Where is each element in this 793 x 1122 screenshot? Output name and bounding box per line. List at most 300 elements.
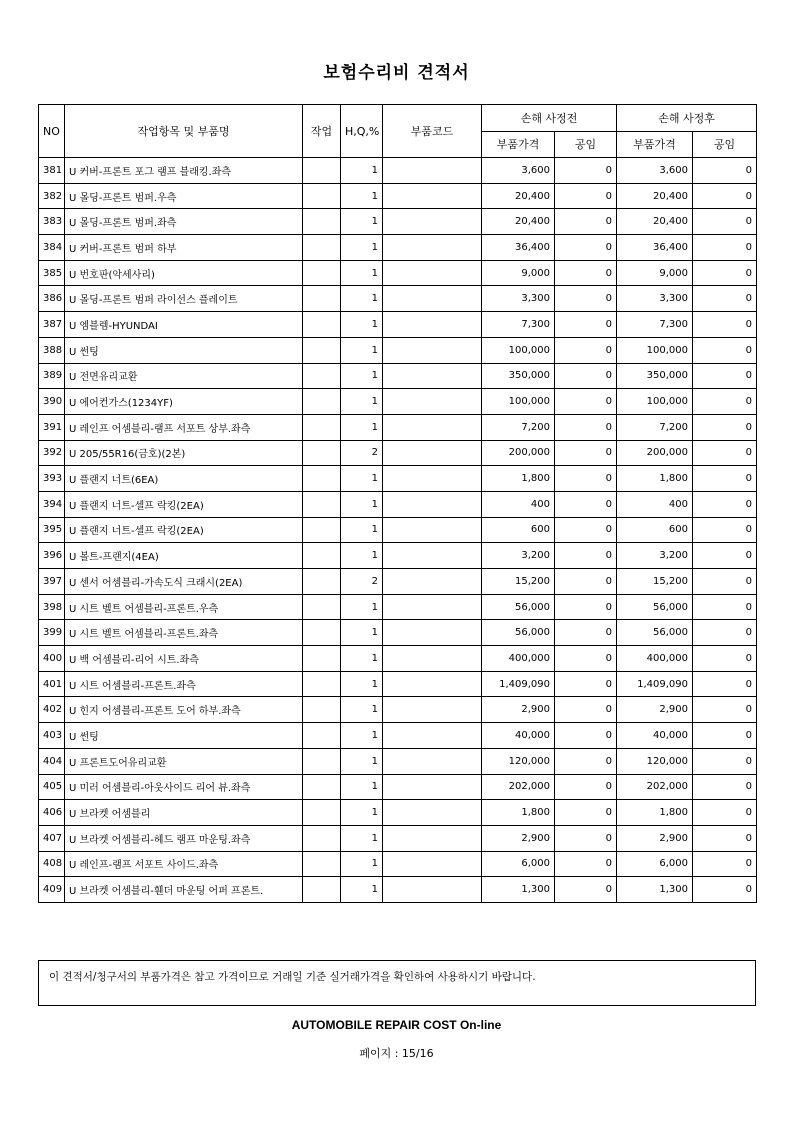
row-item-name: U 힌지 어셈블리-프론트 도어 하부.좌측 xyxy=(65,697,303,723)
row-after-part-price: 400 xyxy=(617,491,693,517)
header-before-part-price: 부품가격 xyxy=(482,131,555,158)
row-hq: 1 xyxy=(341,877,383,903)
table-row xyxy=(39,569,757,595)
row-no: 406 xyxy=(39,800,65,826)
row-work xyxy=(303,825,341,851)
row-hq: 1 xyxy=(341,209,383,235)
row-item-name: U 썬팅 xyxy=(65,723,303,749)
row-before-part-price: 1,300 xyxy=(482,877,555,903)
row-after-part-price: 120,000 xyxy=(617,748,693,774)
table-row xyxy=(39,517,757,543)
row-after-labor: 0 xyxy=(693,491,757,517)
table-row xyxy=(39,594,757,620)
row-after-labor: 0 xyxy=(693,337,757,363)
row-part-code xyxy=(383,312,482,338)
row-no: 404 xyxy=(39,748,65,774)
row-before-labor: 0 xyxy=(555,646,617,672)
row-part-code xyxy=(383,774,482,800)
row-after-labor: 0 xyxy=(693,286,757,312)
row-hq: 1 xyxy=(341,671,383,697)
row-work xyxy=(303,646,341,672)
row-part-code xyxy=(383,209,482,235)
row-hq: 1 xyxy=(341,543,383,569)
row-before-labor: 0 xyxy=(555,414,617,440)
row-after-labor: 0 xyxy=(693,183,757,209)
row-before-labor: 0 xyxy=(555,800,617,826)
row-work xyxy=(303,491,341,517)
row-work xyxy=(303,235,341,261)
row-item-name: U 번호판(악세사리) xyxy=(65,260,303,286)
row-item-name: U 시트 어셈블리-프론트.좌측 xyxy=(65,671,303,697)
header-after-labor: 공임 xyxy=(693,131,757,158)
row-part-code xyxy=(383,543,482,569)
row-part-code xyxy=(383,337,482,363)
row-part-code xyxy=(383,363,482,389)
row-after-labor: 0 xyxy=(693,748,757,774)
row-part-code xyxy=(383,877,482,903)
row-before-labor: 0 xyxy=(555,389,617,415)
row-before-labor: 0 xyxy=(555,235,617,261)
row-before-labor: 0 xyxy=(555,286,617,312)
row-no: 394 xyxy=(39,491,65,517)
table-row xyxy=(39,774,757,800)
row-after-part-price: 36,400 xyxy=(617,235,693,261)
row-item-name: U 브라켓 어셈블리-휀더 마운팅 어퍼 프론트. xyxy=(65,877,303,903)
row-item-name: U 브라켓 어셈블리-헤드 램프 마운팅.좌측 xyxy=(65,825,303,851)
row-before-labor: 0 xyxy=(555,158,617,184)
row-work xyxy=(303,312,341,338)
row-after-part-price: 56,000 xyxy=(617,620,693,646)
row-item-name: U 205/55R16(금호)(2본) xyxy=(65,440,303,466)
row-before-part-price: 20,400 xyxy=(482,209,555,235)
row-item-name: U 브라켓 어셈블리 xyxy=(65,800,303,826)
row-no: 398 xyxy=(39,594,65,620)
row-hq: 2 xyxy=(341,569,383,595)
row-work xyxy=(303,774,341,800)
row-before-part-price: 400 xyxy=(482,491,555,517)
row-after-part-price: 6,000 xyxy=(617,851,693,877)
header-code: 부품코드 xyxy=(383,105,482,158)
header-after-part-price: 부품가격 xyxy=(617,131,693,158)
row-after-part-price: 20,400 xyxy=(617,209,693,235)
row-before-labor: 0 xyxy=(555,491,617,517)
header-no: NO xyxy=(39,105,65,158)
row-part-code xyxy=(383,517,482,543)
row-work xyxy=(303,286,341,312)
row-no: 395 xyxy=(39,517,65,543)
row-after-labor: 0 xyxy=(693,851,757,877)
table-row xyxy=(39,260,757,286)
row-part-code xyxy=(383,569,482,595)
row-no: 381 xyxy=(39,158,65,184)
row-hq: 1 xyxy=(341,337,383,363)
row-part-code xyxy=(383,697,482,723)
row-hq: 1 xyxy=(341,697,383,723)
row-hq: 1 xyxy=(341,491,383,517)
footer-title: AUTOMOBILE REPAIR COST On-line xyxy=(291,1018,502,1032)
table-row xyxy=(39,312,757,338)
row-before-labor: 0 xyxy=(555,363,617,389)
table-row xyxy=(39,389,757,415)
row-before-part-price: 20,400 xyxy=(482,183,555,209)
row-before-labor: 0 xyxy=(555,774,617,800)
row-no: 403 xyxy=(39,723,65,749)
row-after-labor: 0 xyxy=(693,158,757,184)
row-before-part-price: 2,900 xyxy=(482,697,555,723)
row-work xyxy=(303,569,341,595)
header-after: 손해 사정후 xyxy=(617,105,757,132)
row-before-labor: 0 xyxy=(555,337,617,363)
table-row xyxy=(39,235,757,261)
row-after-part-price: 15,200 xyxy=(617,569,693,595)
row-item-name: U 시트 벨트 어셈블리-프론트.우측 xyxy=(65,594,303,620)
row-no: 389 xyxy=(39,363,65,389)
row-after-part-price: 200,000 xyxy=(617,440,693,466)
row-hq: 1 xyxy=(341,646,383,672)
row-item-name: U 시트 벨트 어셈블리-프론트.좌측 xyxy=(65,620,303,646)
row-no: 382 xyxy=(39,183,65,209)
row-after-part-price: 20,400 xyxy=(617,183,693,209)
table-row xyxy=(39,543,757,569)
row-part-code xyxy=(383,800,482,826)
row-before-labor: 0 xyxy=(555,671,617,697)
row-before-labor: 0 xyxy=(555,569,617,595)
row-work xyxy=(303,748,341,774)
row-after-labor: 0 xyxy=(693,646,757,672)
row-after-labor: 0 xyxy=(693,209,757,235)
row-before-part-price: 40,000 xyxy=(482,723,555,749)
row-after-part-price: 40,000 xyxy=(617,723,693,749)
row-hq: 1 xyxy=(341,312,383,338)
row-before-part-price: 7,300 xyxy=(482,312,555,338)
row-before-labor: 0 xyxy=(555,594,617,620)
row-after-labor: 0 xyxy=(693,389,757,415)
row-no: 407 xyxy=(39,825,65,851)
row-after-labor: 0 xyxy=(693,235,757,261)
row-item-name: U 플랜지 너트-셀프 락킹(2EA) xyxy=(65,491,303,517)
row-no: 390 xyxy=(39,389,65,415)
row-part-code xyxy=(383,825,482,851)
row-after-labor: 0 xyxy=(693,594,757,620)
table-row xyxy=(39,209,757,235)
row-item-name: U 센서 어셈블리-가속도식 크래시(2EA) xyxy=(65,569,303,595)
table-header xyxy=(39,105,757,158)
row-no: 396 xyxy=(39,543,65,569)
row-before-part-price: 15,200 xyxy=(482,569,555,595)
header-before: 손해 사정전 xyxy=(482,105,617,132)
table-row xyxy=(39,414,757,440)
table-row xyxy=(39,183,757,209)
row-no: 402 xyxy=(39,697,65,723)
row-after-part-price: 600 xyxy=(617,517,693,543)
table-row xyxy=(39,491,757,517)
row-before-part-price: 3,300 xyxy=(482,286,555,312)
row-hq: 1 xyxy=(341,517,383,543)
row-before-part-price: 6,000 xyxy=(482,851,555,877)
row-part-code xyxy=(383,440,482,466)
row-part-code xyxy=(383,620,482,646)
row-after-labor: 0 xyxy=(693,312,757,338)
row-part-code xyxy=(383,466,482,492)
row-item-name: U 커버-프론트 포그 램프 블래킹.좌측 xyxy=(65,158,303,184)
row-hq: 1 xyxy=(341,748,383,774)
row-hq: 1 xyxy=(341,723,383,749)
row-hq: 1 xyxy=(341,389,383,415)
table-row xyxy=(39,697,757,723)
row-after-part-price: 350,000 xyxy=(617,363,693,389)
row-before-part-price: 9,000 xyxy=(482,260,555,286)
row-after-labor: 0 xyxy=(693,800,757,826)
row-before-labor: 0 xyxy=(555,440,617,466)
row-before-part-price: 350,000 xyxy=(482,363,555,389)
row-before-part-price: 2,900 xyxy=(482,825,555,851)
estimate-table xyxy=(38,104,757,903)
row-item-name: U 볼트-프랜지(4EA) xyxy=(65,543,303,569)
row-before-labor: 0 xyxy=(555,851,617,877)
table-row xyxy=(39,877,757,903)
row-hq: 1 xyxy=(341,183,383,209)
row-after-part-price: 1,300 xyxy=(617,877,693,903)
row-work xyxy=(303,158,341,184)
row-before-labor: 0 xyxy=(555,723,617,749)
row-no: 401 xyxy=(39,671,65,697)
row-part-code xyxy=(383,491,482,517)
row-after-labor: 0 xyxy=(693,363,757,389)
row-no: 405 xyxy=(39,774,65,800)
row-item-name: U 엠블렘-HYUNDAI xyxy=(65,312,303,338)
row-part-code xyxy=(383,646,482,672)
row-after-part-price: 100,000 xyxy=(617,389,693,415)
table-row xyxy=(39,748,757,774)
row-part-code xyxy=(383,851,482,877)
table-row xyxy=(39,363,757,389)
row-before-labor: 0 xyxy=(555,517,617,543)
row-work xyxy=(303,723,341,749)
row-after-part-price: 7,300 xyxy=(617,312,693,338)
row-work xyxy=(303,517,341,543)
row-after-part-price: 56,000 xyxy=(617,594,693,620)
row-item-name: U 몰딩-프론트 범퍼.좌측 xyxy=(65,209,303,235)
row-before-labor: 0 xyxy=(555,877,617,903)
row-after-part-price: 9,000 xyxy=(617,260,693,286)
table-row xyxy=(39,723,757,749)
notice-text: 이 견적서/청구서의 부품가격은 참고 가격이므로 거래일 기준 실거래가격을 확인하여 사용하시기 바랍니다. xyxy=(49,971,536,983)
row-no: 408 xyxy=(39,851,65,877)
header-before-labor: 공임 xyxy=(555,131,617,158)
row-part-code xyxy=(383,286,482,312)
row-hq: 1 xyxy=(341,800,383,826)
row-after-part-price: 400,000 xyxy=(617,646,693,672)
row-after-labor: 0 xyxy=(693,774,757,800)
row-hq: 1 xyxy=(341,620,383,646)
row-hq: 1 xyxy=(341,286,383,312)
table-row xyxy=(39,646,757,672)
row-before-labor: 0 xyxy=(555,466,617,492)
row-hq: 2 xyxy=(341,440,383,466)
row-item-name: U 플랜지 너트(6EA) xyxy=(65,466,303,492)
row-before-part-price: 3,200 xyxy=(482,543,555,569)
row-no: 400 xyxy=(39,646,65,672)
table-body xyxy=(39,158,757,903)
row-item-name: U 프론트도어유리교환 xyxy=(65,748,303,774)
row-before-labor: 0 xyxy=(555,543,617,569)
table-row xyxy=(39,337,757,363)
row-before-part-price: 200,000 xyxy=(482,440,555,466)
row-before-labor: 0 xyxy=(555,312,617,338)
row-item-name: U 레인프-램프 서포트 사이드.좌측 xyxy=(65,851,303,877)
row-after-labor: 0 xyxy=(693,877,757,903)
row-after-labor: 0 xyxy=(693,440,757,466)
row-before-part-price: 100,000 xyxy=(482,337,555,363)
row-after-labor: 0 xyxy=(693,414,757,440)
row-work xyxy=(303,363,341,389)
row-no: 384 xyxy=(39,235,65,261)
row-before-part-price: 56,000 xyxy=(482,620,555,646)
row-before-part-price: 56,000 xyxy=(482,594,555,620)
table-row xyxy=(39,800,757,826)
row-work xyxy=(303,466,341,492)
row-after-labor: 0 xyxy=(693,260,757,286)
header-hq: H,Q,% xyxy=(341,105,383,158)
row-work xyxy=(303,620,341,646)
table-row xyxy=(39,620,757,646)
row-item-name: U 미러 어셈블리-아웃사이드 리어 뷰.좌측 xyxy=(65,774,303,800)
row-hq: 1 xyxy=(341,774,383,800)
row-item-name: U 에어컨가스(1234YF) xyxy=(65,389,303,415)
row-part-code xyxy=(383,723,482,749)
row-after-part-price: 202,000 xyxy=(617,774,693,800)
row-after-labor: 0 xyxy=(693,723,757,749)
row-after-labor: 0 xyxy=(693,466,757,492)
row-before-labor: 0 xyxy=(555,209,617,235)
row-hq: 1 xyxy=(341,466,383,492)
row-after-labor: 0 xyxy=(693,543,757,569)
row-item-name: U 썬팅 xyxy=(65,337,303,363)
row-before-part-price: 1,409,090 xyxy=(482,671,555,697)
row-work xyxy=(303,877,341,903)
row-work xyxy=(303,671,341,697)
row-item-name: U 전면유리교환 xyxy=(65,363,303,389)
row-before-part-price: 36,400 xyxy=(482,235,555,261)
row-hq: 1 xyxy=(341,851,383,877)
row-work xyxy=(303,697,341,723)
row-item-name: U 플랜지 너트-셀프 락킹(2EA) xyxy=(65,517,303,543)
row-item-name: U 레인프 어셈블리-램프 서포트 상부.좌측 xyxy=(65,414,303,440)
table-row xyxy=(39,158,757,184)
header-work: 작업 xyxy=(303,105,341,158)
notice-box xyxy=(38,960,756,1006)
row-no: 397 xyxy=(39,569,65,595)
row-no: 391 xyxy=(39,414,65,440)
table-row xyxy=(39,440,757,466)
row-before-labor: 0 xyxy=(555,620,617,646)
table-row xyxy=(39,286,757,312)
row-after-labor: 0 xyxy=(693,569,757,595)
row-after-labor: 0 xyxy=(693,517,757,543)
row-after-part-price: 3,600 xyxy=(617,158,693,184)
row-after-labor: 0 xyxy=(693,671,757,697)
row-before-part-price: 1,800 xyxy=(482,800,555,826)
row-hq: 1 xyxy=(341,414,383,440)
row-no: 385 xyxy=(39,260,65,286)
row-work xyxy=(303,209,341,235)
row-before-labor: 0 xyxy=(555,260,617,286)
row-item-name: U 백 어셈블리-리어 시트.좌측 xyxy=(65,646,303,672)
row-before-part-price: 400,000 xyxy=(482,646,555,672)
table-row xyxy=(39,671,757,697)
row-before-part-price: 1,800 xyxy=(482,466,555,492)
row-part-code xyxy=(383,183,482,209)
row-part-code xyxy=(383,748,482,774)
row-before-part-price: 100,000 xyxy=(482,389,555,415)
row-after-part-price: 100,000 xyxy=(617,337,693,363)
row-before-labor: 0 xyxy=(555,825,617,851)
row-before-labor: 0 xyxy=(555,697,617,723)
row-before-part-price: 120,000 xyxy=(482,748,555,774)
row-item-name: U 커버-프론트 범퍼 하부 xyxy=(65,235,303,261)
row-after-labor: 0 xyxy=(693,697,757,723)
row-item-name: U 몰딩-프론트 범퍼 라이선스 플레이트 xyxy=(65,286,303,312)
row-no: 399 xyxy=(39,620,65,646)
row-hq: 1 xyxy=(341,363,383,389)
row-after-part-price: 3,200 xyxy=(617,543,693,569)
header-item: 작업항목 및 부품명 xyxy=(65,105,303,158)
row-after-part-price: 1,409,090 xyxy=(617,671,693,697)
row-after-part-price: 2,900 xyxy=(617,825,693,851)
row-before-part-price: 600 xyxy=(482,517,555,543)
row-work xyxy=(303,543,341,569)
row-work xyxy=(303,183,341,209)
row-before-part-price: 202,000 xyxy=(482,774,555,800)
row-after-part-price: 1,800 xyxy=(617,800,693,826)
row-before-part-price: 7,200 xyxy=(482,414,555,440)
row-no: 387 xyxy=(39,312,65,338)
row-after-part-price: 7,200 xyxy=(617,414,693,440)
row-work xyxy=(303,851,341,877)
row-no: 393 xyxy=(39,466,65,492)
row-hq: 1 xyxy=(341,260,383,286)
row-hq: 1 xyxy=(341,825,383,851)
row-after-labor: 0 xyxy=(693,620,757,646)
row-work xyxy=(303,414,341,440)
row-item-name: U 몰딩-프론트 범퍼.우측 xyxy=(65,183,303,209)
row-before-labor: 0 xyxy=(555,748,617,774)
row-part-code xyxy=(383,235,482,261)
row-before-labor: 0 xyxy=(555,183,617,209)
row-hq: 1 xyxy=(341,158,383,184)
row-no: 409 xyxy=(39,877,65,903)
row-work xyxy=(303,594,341,620)
page-number: 페이지 : 15/16 xyxy=(359,1047,434,1060)
row-part-code xyxy=(383,389,482,415)
table-row xyxy=(39,825,757,851)
table-row xyxy=(39,851,757,877)
row-part-code xyxy=(383,260,482,286)
row-hq: 1 xyxy=(341,235,383,261)
row-hq: 1 xyxy=(341,594,383,620)
row-part-code xyxy=(383,671,482,697)
row-before-part-price: 3,600 xyxy=(482,158,555,184)
row-part-code xyxy=(383,594,482,620)
row-after-part-price: 3,300 xyxy=(617,286,693,312)
row-part-code xyxy=(383,414,482,440)
table-row xyxy=(39,466,757,492)
row-no: 388 xyxy=(39,337,65,363)
row-no: 392 xyxy=(39,440,65,466)
row-after-part-price: 2,900 xyxy=(617,697,693,723)
row-work xyxy=(303,260,341,286)
row-work xyxy=(303,440,341,466)
